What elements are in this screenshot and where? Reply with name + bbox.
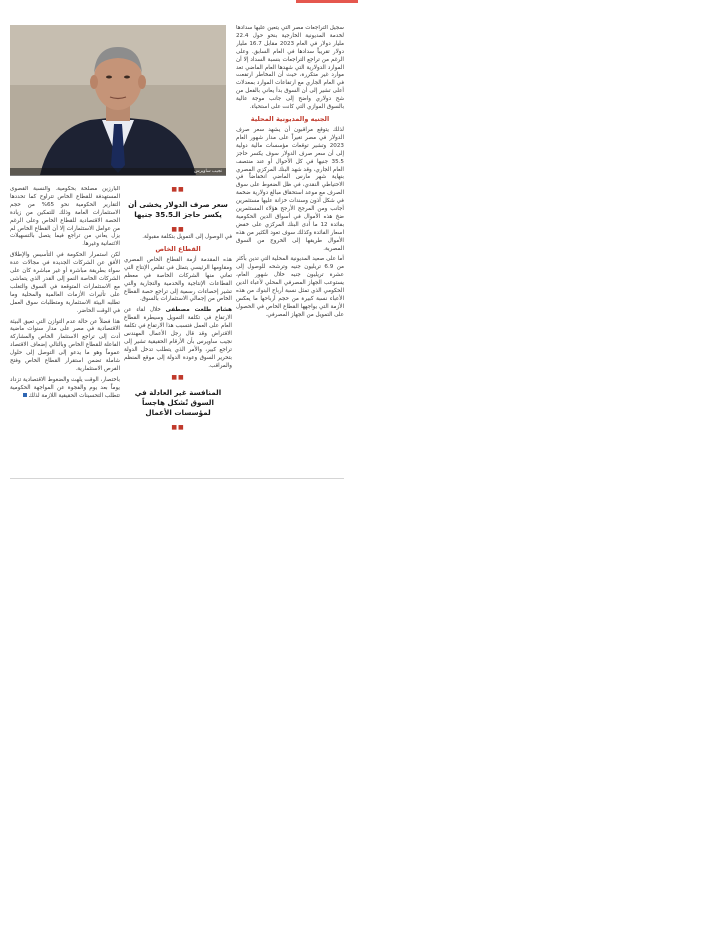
paragraph: سجيل التراجعات مصر التي يتعين عليها سدادها لخدمة المديونية الخارجية بنحو حول 22.4 مليار دولار في العام 2023 مقابل 16.7 مليار دولار تقريباً سدادها في العام السابق. وعلى الرغم من تراجع التراجعات بنسبة السداد إلا أن الموارد الدولارية التي شهدها العام الماضي تعد موارد غير متكررة، حيث أن المخاطر ارتفعت في العام الجاري مع ارتفاعات الموارد بمعدلات أعلى تشير إلى أن السوق بدأ يعاني بالفعل من شح دولاري واضح إلى جانب موجة عالية بالسوق الموازي التي كانت على استحياء.: [236, 25, 344, 111]
photo-caption: نجيب ساويرس: [10, 168, 226, 176]
portrait-photo: [10, 25, 226, 175]
portrait-illustration: [10, 25, 226, 175]
end-of-article-icon: [23, 393, 27, 397]
bottom-divider: [10, 478, 344, 479]
paragraph: هذه المقدمة أزمة القطاع الخاص المصري ومقاومها الرئيسي يتمثل في تقلص الإنتاج التي تعاني منها الشركات الخاصة في معظم القطاعات الإنتاجية والخدمية والتجارية والتي تشير إحصاءات رسمية إلى تراجع حصة القطاع الخاص من إجمالي الاستثمارات بالسوق.: [124, 256, 232, 303]
paragraph: أما على صعيد المديونية المحلية التي تدين بأكثر من 6.9 تريليون جنيه وترشحه للوصول إلى عشرة تريليون جنيه خلال شهور العام، يستوعب الجهاز المصرفي المحلي لأعباء الدين الحكومي الذي تمثل نسبة أرباح البنوك من هذه الأعباء نسبة كبيرة من حجم أرباحها ما يعكس الأزمة التي يواجهها القطاع الخاص في الحصول على التمويل من الجهاز المصرفي.: [236, 256, 344, 318]
paragraph: لذلك يتوقع مراقبون أن يشهد سعر صرف الدولار في مصر تغيراً على مدار شهور العام 2023 وتشير توقعات مؤسسات مالية دولية إلى أن سعر صرف الدولار سوف يكسر حاجز 35.5 جنيها في كل الأحوال أو عند منتصف العام الجاري، وقد شهد البنك المركزي المصري بنهاية شهر مارس الماضي انخفاضاً في الاحتياطي النقدي، في ظل الضغوط على سوق الصرف مع موعد استحقاق مبالغ دولارية ضخمة في شكل أذون وسندات خزانة عليها مستثمرين أجانب ومن المرجح الأرجح هؤلاء المستثمرين ضخ هذه الأموال في أسواق الدين الحكومية بفائدة 12 ما أدى البنك المركزي على خفض اسعار الفائدة وكذلك سوف تعود الكثير من هذه الأموال طريقها إلى الخروج من السوق المصرية.: [236, 126, 344, 252]
person-name: هشام طلعت مصطفى: [165, 307, 232, 314]
section-subhead: الجنيه والمديونية المحلية: [250, 114, 330, 123]
paragraph: هذا فضلاً عن حالة عدم التوازن التي تعيق البيئة الاقتصادية في مصر على مدار سنوات ماضية أدت إلى تراجع الاستثمار الخاص والمشاركة الفاعلة للقطاع الخاص وبالتالي إضعاف الاقتصاد عموماً وهو ما يدعو إلى التوصل إلى حلول شاملة تضمن استقرار القطاع الخاص وفتح الفرص الاستثمارية.: [10, 318, 120, 372]
paragraph-text: خلال لقاء عن الارتفاع في تكلفة التمويل وسيطرة القطاع العام على العمل فتسبب هذا الارتفاع في تكلفة الاقتراض وقد قال رجل الأعمال المهندس نجيب ساويرس بأن الأرقام الحقيقية تشير إلى تراجع كبير، والأمر الذي يتطلب تدخل الدولة بتحرير السوق وعودة الدولة إلى موقع المنظم والمراقب.: [124, 307, 232, 369]
paragraph-text: باختصار، الوقت يلهث والضغوط الاقتصادية تزداد يوماً بعد يوم والفجوة عن المواجهة الحكومية تتطلب التحسينات الحقيقية اللازمة لذلك: [10, 376, 120, 399]
section-subhead: القطاع الخاص: [155, 244, 201, 253]
pull-quote: سعر صرف الدولار يخشى أن يكسر حاجز الـ35.5 جنيها: [128, 200, 228, 219]
pull-quote: المنافسة غير العادلة في السوق تُشكل هاجساً لمؤسسات الأعمال: [134, 387, 222, 417]
paragraph: لكن استمرار الحكومة في التأسيس والإطلاق الأفق عن الشركات الجديدة في مجالات عدة سواء بطريقة مباشرة أو غير مباشرة كان على الشركات الخاصة النمو إلى القدر الذي يتماشى مع الاستثمارات المتوقعة في السوق والتغلب على تأثيرات الأزمات العالمية والمحلية وما تطلبه البيئة الاستثمارية ومتطلبات سوق العمل في الوقت الحاضر.: [10, 252, 120, 314]
article-column-right: [236, 25, 344, 475]
article-column-middle: [124, 186, 232, 474]
quote-mark: ■■: [171, 226, 185, 233]
paragraph: البارزين مصلحة بحكومية. والنسبة القصوى المستهدفة للقطاع الخاص تتراوح كما تحددها التقارير الحكومية نحو 65% من حجم الاستثمارات العامة وذلك للتمكين من زيادة الحصة الاقتصادية للقطاع الخاص وعلى الرغم من عوامل الاستثمارات إلا أن القطاع الخاص لم يزل يعاني من تراجع فيما يتصل بالتسهيلات الائتمانية وغيرها.: [10, 186, 120, 248]
top-accent-bar: [296, 0, 358, 3]
quote-mark: ■■: [171, 373, 185, 381]
paragraph: [124, 307, 232, 370]
quote-mark: ■■: [171, 423, 185, 431]
article-column-left: [10, 186, 120, 474]
quote-mark: ■■: [171, 186, 185, 193]
paragraph: [10, 377, 120, 401]
paragraph: في الوصول إلى التمويل بتكلفة مقبولة.: [142, 234, 232, 240]
